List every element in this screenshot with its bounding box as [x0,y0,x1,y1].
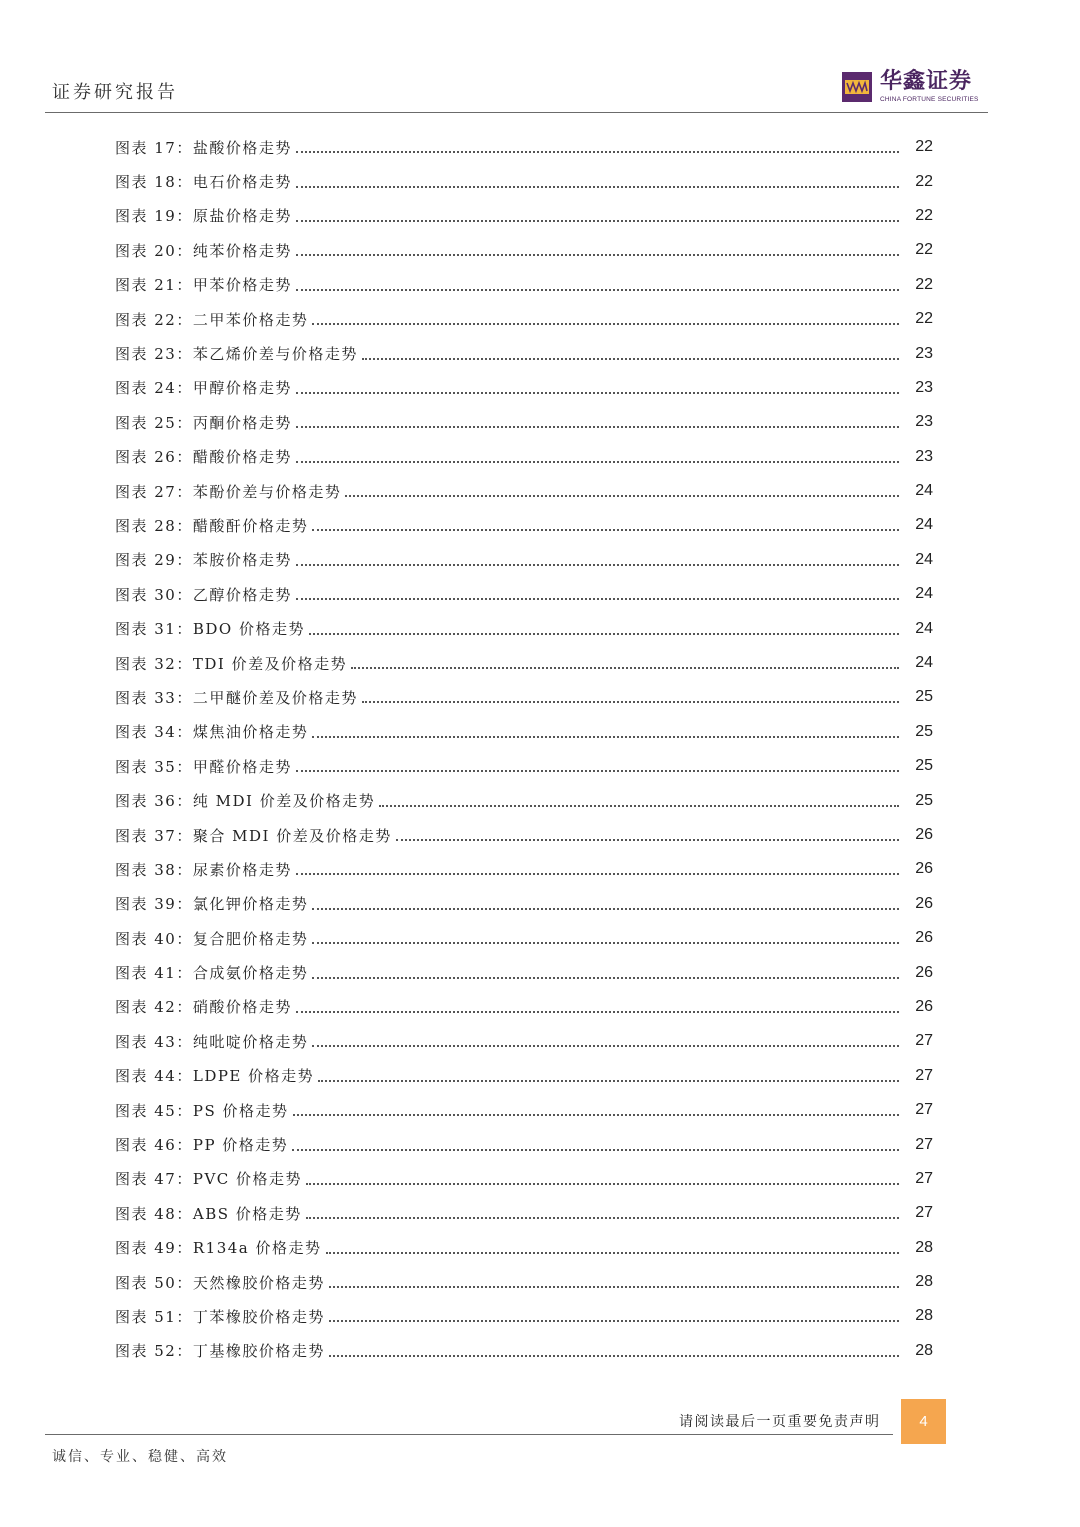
toc-entry-page: 26 [915,894,933,912]
toc-entry[interactable] [115,508,933,542]
toc-entry-label: 图表 18：电石价格走势 [115,173,292,192]
toc-entry-label: 图表 26：醋酸价格走势 [115,448,292,467]
disclaimer-note: 请阅读最后一页重要免责声明 [679,1414,881,1430]
toc-entry[interactable] [115,1127,933,1161]
toc-entry-page: 24 [915,516,933,534]
toc-entry-page: 28 [915,1307,933,1325]
toc-entry[interactable] [115,405,933,439]
toc-entry[interactable] [115,371,933,405]
toc-dot-leader [296,254,899,256]
toc-dot-leader [293,1114,900,1116]
toc-entry-page: 23 [915,344,933,362]
brand-mark-icon [842,72,872,102]
toc-dot-leader [312,977,899,979]
toc-entry[interactable] [115,990,933,1024]
toc-entry-page: 27 [915,1066,933,1084]
toc-entry-page: 23 [915,413,933,431]
toc-dot-leader [312,323,899,325]
toc-entry-page: 25 [915,722,933,740]
toc-entry-label: 图表 42：硝酸价格走势 [115,998,292,1017]
toc-entry-page: 24 [915,619,933,637]
toc-entry-label: 图表 23：苯乙烯价差与价格走势 [115,345,358,364]
footer-motto: 诚信、专业、稳健、高效 [52,1449,228,1465]
toc-entry-label: 图表 34：煤焦油价格走势 [115,723,309,742]
toc-entry-page: 27 [915,1032,933,1050]
toc-entry-label: 图表 30：乙醇价格走势 [115,585,292,604]
toc-entry[interactable] [115,646,933,680]
toc-entry[interactable] [115,715,933,749]
toc-entry-page: 27 [915,1101,933,1119]
toc-dot-leader [296,392,899,394]
toc-dot-leader [362,701,899,703]
toc-entry[interactable] [115,1093,933,1127]
toc-entry[interactable] [115,440,933,474]
toc-dot-leader [351,667,899,669]
toc-entry[interactable] [115,1231,933,1265]
toc-dot-leader [296,151,899,153]
toc-entry-page: 26 [915,929,933,947]
toc-entry-page: 22 [915,206,933,224]
toc-entry[interactable] [115,1334,933,1368]
toc-entry[interactable] [115,818,933,852]
toc-entry[interactable] [115,302,933,336]
toc-dot-leader [329,1355,899,1357]
toc-dot-leader [296,186,899,188]
toc-entry-label: 图表 37：聚合 MDI 价差及价格走势 [115,826,392,845]
toc-dot-leader [329,1320,899,1322]
toc-dot-leader [345,495,899,497]
toc-entry[interactable] [115,611,933,645]
toc-entry-label: 图表 20：纯苯价格走势 [115,241,292,260]
toc-dot-leader [362,358,899,360]
toc-entry-label: 图表 49：R134a 价格走势 [115,1239,322,1258]
report-type-label: 证券研究报告 [52,82,178,103]
toc-entry-label: 图表 46：PP 价格走势 [115,1136,289,1155]
toc-entry-page: 27 [915,1169,933,1187]
toc-dot-leader [292,1149,899,1151]
toc-entry[interactable] [115,1265,933,1299]
toc-dot-leader [296,1011,899,1013]
toc-dot-leader [296,426,899,428]
toc-entry-page: 25 [915,688,933,706]
toc-entry-label: 图表 28：醋酸酐价格走势 [115,516,309,535]
toc-dot-leader [396,839,899,841]
toc-entry[interactable] [115,783,933,817]
toc-entry[interactable] [115,1024,933,1058]
toc-entry-label: 图表 43：纯吡啶价格走势 [115,1032,309,1051]
toc-entry[interactable] [115,887,933,921]
toc-entry-page: 28 [915,1273,933,1291]
toc-entry[interactable] [115,336,933,370]
toc-dot-leader [312,529,899,531]
toc-entry-label: 图表 17：盐酸价格走势 [115,138,292,157]
toc-entry-label: 图表 41：合成氨价格走势 [115,964,309,983]
header-divider [45,112,988,113]
toc-dot-leader [296,770,899,772]
toc-entry[interactable] [115,1059,933,1093]
toc-entry[interactable] [115,474,933,508]
toc-entry-label: 图表 48：ABS 价格走势 [115,1204,302,1223]
toc-entry-page: 22 [915,310,933,328]
toc-dot-leader [306,1183,899,1185]
toc-entry[interactable] [115,921,933,955]
toc-entry-label: 图表 32：TDI 价差及价格走势 [115,654,348,673]
toc-entry-label: 图表 22：二甲苯价格走势 [115,310,309,329]
toc-entry-label: 图表 29：苯胺价格走势 [115,551,292,570]
toc-dot-leader [329,1286,899,1288]
toc-entry[interactable] [115,130,933,164]
toc-entry-page: 26 [915,997,933,1015]
toc-entry[interactable] [115,1162,933,1196]
toc-dot-leader [296,461,899,463]
toc-entry-label: 图表 31：BDO 价格走势 [115,620,305,639]
footer-divider [45,1434,893,1435]
toc-entry[interactable] [115,852,933,886]
toc-dot-leader [379,805,899,807]
toc-entry-page: 22 [915,241,933,259]
toc-entry-page: 22 [915,172,933,190]
brand-name-cn: 华鑫证券 [880,69,973,94]
toc-dot-leader [318,1080,899,1082]
toc-entry-page: 23 [915,447,933,465]
toc-dot-leader [296,564,899,566]
toc-entry[interactable] [115,680,933,714]
toc-dot-leader [296,220,899,222]
toc-entry-label: 图表 51：丁苯橡胶价格走势 [115,1307,325,1326]
brand-logo [842,70,979,103]
toc-entry-label: 图表 33：二甲醚价差及价格走势 [115,688,358,707]
toc-entry-page: 24 [915,550,933,568]
toc-entry[interactable] [115,199,933,233]
toc-entry-page: 24 [915,482,933,500]
toc-entry-label: 图表 44：LDPE 价格走势 [115,1067,315,1086]
toc-entry-label: 图表 45：PS 价格走势 [115,1101,289,1120]
toc-dot-leader [296,289,899,291]
toc-entry[interactable] [115,749,933,783]
toc-entry[interactable] [115,164,933,198]
toc-dot-leader [306,1217,899,1219]
toc-entry-label: 图表 47：PVC 价格走势 [115,1170,303,1189]
toc-entry-page: 24 [915,654,933,672]
toc-entry-label: 图表 27：苯酚价差与价格走势 [115,482,342,501]
toc-dot-leader [312,942,899,944]
toc-entry[interactable] [115,955,933,989]
toc-entry-label: 图表 40：复合肥价格走势 [115,929,309,948]
toc-entry[interactable] [115,577,933,611]
toc-entry-label: 图表 19：原盐价格走势 [115,207,292,226]
toc-entry-page: 26 [915,860,933,878]
table-of-figures [115,130,933,1368]
toc-entry-page: 24 [915,585,933,603]
toc-entry[interactable] [115,1196,933,1230]
toc-dot-leader [296,598,899,600]
toc-entry-page: 23 [915,378,933,396]
toc-entry-page: 28 [915,1238,933,1256]
toc-entry-page: 22 [915,275,933,293]
toc-entry-page: 27 [915,1135,933,1153]
toc-entry-label: 图表 39：氯化钾价格走势 [115,895,309,914]
toc-entry-page: 26 [915,963,933,981]
toc-entry-label: 图表 36：纯 MDI 价差及价格走势 [115,792,376,811]
toc-entry-label: 图表 25：丙酮价格走势 [115,413,292,432]
toc-entry-label: 图表 50：天然橡胶价格走势 [115,1273,325,1292]
toc-entry-page: 26 [915,826,933,843]
toc-entry-label: 图表 52：丁基橡胶价格走势 [115,1342,325,1361]
toc-entry-label: 图表 38：尿素价格走势 [115,860,292,879]
toc-dot-leader [312,908,899,910]
toc-dot-leader [309,633,899,635]
toc-entry[interactable] [115,268,933,302]
toc-dot-leader [326,1252,900,1254]
brand-name-en: CHINA FORTUNE SECURITIES [880,96,979,103]
toc-entry-label: 图表 21：甲苯价格走势 [115,276,292,295]
toc-dot-leader [312,736,899,738]
toc-entry[interactable] [115,543,933,577]
toc-entry-page: 25 [915,757,933,775]
toc-entry-label: 图表 35：甲醛价格走势 [115,757,292,776]
toc-entry-page: 28 [915,1341,933,1359]
page-number-badge: 4 [901,1399,946,1444]
toc-entry-label: 图表 24：甲醇价格走势 [115,379,292,398]
toc-dot-leader [296,873,899,875]
toc-entry-page: 27 [915,1204,933,1222]
toc-dot-leader [312,1045,899,1047]
toc-entry[interactable] [115,233,933,267]
toc-entry-page: 22 [915,138,933,156]
toc-entry-page: 25 [915,791,933,809]
toc-entry[interactable] [115,1299,933,1333]
